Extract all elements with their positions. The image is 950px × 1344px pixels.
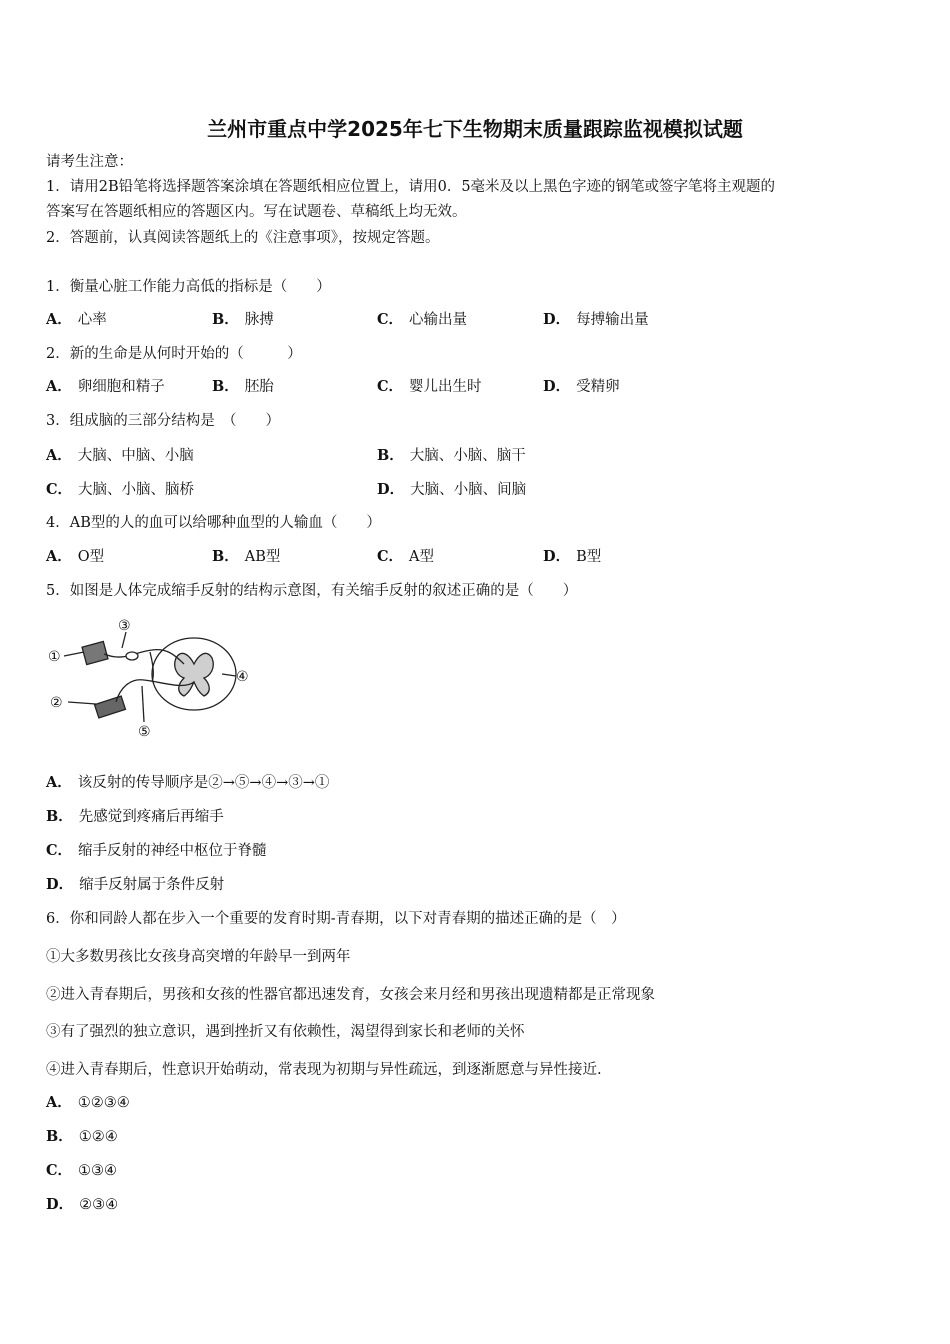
sensory-nerve [104, 650, 184, 664]
q4-option-b: B． AB型 [212, 548, 281, 565]
notice-item-1a: 1．请用2B铅笔将选择题答案涂填在答题纸相应位置上，请用0．5毫米及以上黑色字迹的钢笔或签字笔将主观题的 [46, 179, 776, 195]
question-5: 5．如图是人体完成缩手反射的结构示意图，有关缩手反射的叙述正确的是（ ） [46, 583, 578, 599]
q6-option-b: B． ①②④ [46, 1128, 118, 1145]
notice-item-1b: 答案写在答题纸相应的答题区内。写在试题卷、草稿纸上均无效。 [46, 204, 467, 220]
q1-option-a: A． 心率 [46, 311, 107, 328]
q6-statement-2: ②进入青春期后，男孩和女孩的性器官都迅速发育，女孩会来月经和男孩出现遗精都是正常现象 [46, 987, 655, 1003]
q6-statement-1: ①大多数男孩比女孩身高突增的年龄早一到两年 [46, 949, 351, 965]
q5-option-b: B． 先感觉到疼痛后再缩手 [46, 808, 224, 825]
question-1: 1．衡量心脏工作能力高低的指标是（ ） [46, 279, 331, 295]
q2-option-a: A． 卵细胞和精子 [46, 378, 165, 395]
question-3: 3．组成脑的三部分结构是 （ ） [46, 413, 280, 429]
question-6: 6．你和同龄人都在步入一个重要的发育时期-青春期，以下对青春期的描述正确的是（ ） [46, 911, 626, 927]
q2-option-b: B． 胚胎 [212, 378, 274, 395]
q6-option-a: A． ①②③④ [46, 1094, 130, 1111]
q1-option-b: B． 脉搏 [212, 311, 274, 328]
q4-option-d: D． B型 [543, 548, 602, 565]
question-2: 2．新的生命是从何时开始的（ ） [46, 346, 302, 362]
question-4: 4．AB型的人的血可以给哪种血型的人输血（ ） [46, 515, 381, 531]
figure-label-1: ① [48, 649, 61, 665]
receptor-patch [82, 641, 108, 664]
notice-item-2: 2．答题前，认真阅读答题纸上的《注意事项》，按规定答题。 [46, 230, 440, 246]
q6-statement-3: ③有了强烈的独立意识，遇到挫折又有依赖性，渴望得到家长和老师的关怀 [46, 1024, 525, 1040]
q6-option-d: D． ②③④ [46, 1196, 119, 1213]
page-title: 兰州市重点中学2025年七下生物期末质量跟踪监视模拟试题 [207, 117, 743, 141]
q2-option-c: C． 婴儿出生时 [377, 378, 482, 395]
q5-option-a: A． 该反射的传导顺序是②→⑤→④→③→① [46, 774, 330, 791]
gray-matter [175, 653, 214, 696]
q3-option-b: B． 大脑、小脑、脑干 [377, 447, 526, 464]
figure-label-3: ③ [118, 618, 131, 634]
figure-label-2: ② [50, 695, 63, 711]
q3-option-d: D． 大脑、小脑、间脑 [377, 481, 527, 498]
reflex-arc-diagram [44, 612, 258, 740]
figure-label-4: ④ [236, 669, 249, 685]
q6-statement-4: ④进入青春期后，性意识开始萌动，常表现为初期与异性疏远，到逐渐愿意与异性接近. [46, 1062, 602, 1078]
figure-label-5: ⑤ [138, 724, 151, 740]
ganglion [126, 652, 138, 660]
q5-option-c: C． 缩手反射的神经中枢位于脊髓 [46, 842, 267, 859]
effector-muscle [95, 696, 126, 718]
q1-option-d: D． 每搏输出量 [543, 311, 649, 328]
q6-option-c: C． ①③④ [46, 1162, 118, 1179]
q1-option-c: C． 心输出量 [377, 311, 468, 328]
q3-option-a: A． 大脑、中脑、小脑 [46, 447, 194, 464]
q2-option-d: D． 受精卵 [543, 378, 620, 395]
q3-option-c: C． 大脑、小脑、脑桥 [46, 481, 195, 498]
notice-heading: 请考生注意： [46, 154, 133, 170]
q4-option-a: A． O型 [46, 548, 105, 565]
q4-option-c: C． A型 [377, 548, 435, 565]
q5-option-d: D． 缩手反射属于条件反射 [46, 876, 225, 893]
